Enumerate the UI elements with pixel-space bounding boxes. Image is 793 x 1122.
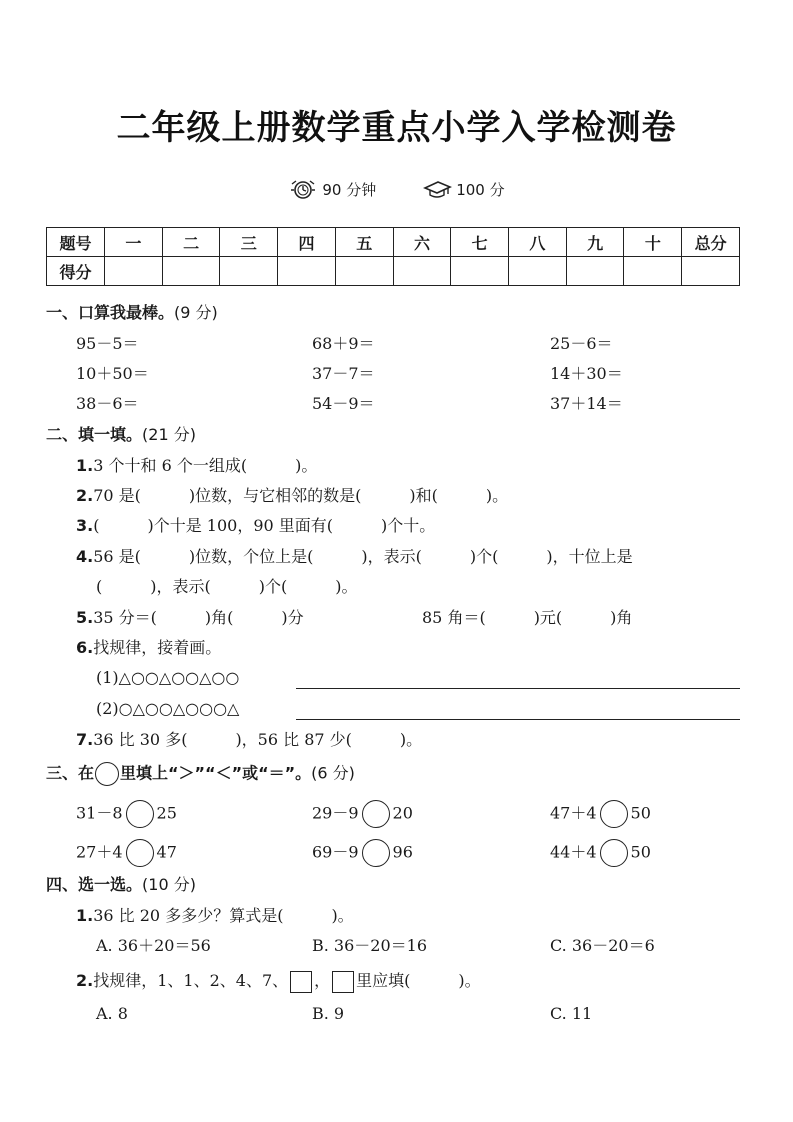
header-cell: 七 (451, 228, 509, 257)
compare-item (550, 800, 651, 828)
question-2-4-cont: ( )，表示( )个( )。 (96, 577, 358, 596)
question-2-7 (76, 729, 422, 751)
compare-circle[interactable] (362, 800, 390, 828)
compare-item (76, 800, 177, 828)
compare-right: 47 (156, 842, 177, 862)
question-number: 4. (76, 547, 94, 566)
score-cell[interactable] (624, 257, 682, 286)
compare-left: 69－9 (312, 842, 359, 862)
score-cell[interactable] (278, 257, 336, 286)
question-text: 里应填( )。 (356, 971, 481, 990)
section-title: 四、选一选。 (46, 875, 143, 894)
header-cell: 四 (278, 228, 336, 257)
question-number: 6. (76, 638, 94, 657)
score-table-header (47, 228, 740, 257)
time-info (288, 178, 376, 200)
question-text: 找规律，1、1、2、4、7、 (93, 971, 289, 990)
score-info (422, 178, 504, 200)
compare-left: 31－8 (76, 803, 123, 823)
compare-item (312, 800, 413, 828)
question-number: 1. (76, 456, 94, 475)
compare-left: 29－9 (312, 803, 359, 823)
section-title: 一、口算我最棒。 (46, 303, 175, 322)
section-title: 里填上“＞”“＜”或“＝”。 (120, 763, 312, 783)
row-label: 得分 (47, 257, 105, 286)
mental-math-item: 37＋14＝ (550, 394, 623, 413)
question-number: 1. (76, 906, 94, 925)
mental-math-item: 10＋50＝ (76, 364, 149, 383)
compare-item (76, 839, 177, 867)
score-table (46, 227, 740, 286)
score-cell[interactable] (509, 257, 567, 286)
mental-math-item: 37－7＝ (312, 364, 375, 383)
compare-circle[interactable] (126, 800, 154, 828)
section-points: (6 分) (311, 763, 355, 783)
question-text: ， (314, 971, 331, 990)
score-cell[interactable] (566, 257, 624, 286)
section-title: 三、在 (46, 763, 95, 783)
question-text: 找规律，接着画。 (93, 638, 222, 657)
compare-circle[interactable] (600, 800, 628, 828)
compare-right: 96 (392, 842, 413, 862)
answer-line[interactable] (296, 719, 740, 720)
header-cell: 题号 (47, 228, 105, 257)
pattern-2: (2)○△○○△○○○△ (96, 699, 240, 718)
question-4-2 (76, 970, 481, 993)
clock-icon (288, 178, 318, 200)
header-cell: 五 (335, 228, 393, 257)
section-points: (9 分) (174, 303, 218, 322)
question-text: 36 比 20 多多少？算式是( )。 (93, 906, 354, 925)
section-2-heading (46, 424, 196, 446)
question-text: 70 是( )位数，与它相邻的数是( )和( )。 (93, 486, 509, 505)
score-cell[interactable] (162, 257, 220, 286)
question-text: 3 个十和 6 个一组成( )。 (93, 456, 318, 475)
question-2-6 (76, 637, 221, 659)
answer-line[interactable] (296, 688, 740, 689)
mental-math-item: 68＋9＝ (312, 334, 375, 353)
compare-left: 47＋4 (550, 803, 597, 823)
question-text: ( )个十是 100，90 里面有( )个十。 (93, 516, 436, 535)
pattern-1: (1)△○○△○○△○○ (96, 668, 240, 687)
blank-box[interactable] (290, 971, 312, 993)
score-table-row (47, 257, 740, 286)
option-a[interactable]: A. 8 (96, 1004, 128, 1023)
option-a[interactable]: A. 36＋20＝56 (96, 936, 211, 955)
compare-item (550, 839, 651, 867)
question-number: 5. (76, 608, 94, 627)
header-cell: 三 (220, 228, 278, 257)
question-text: 36 比 30 多( )，56 比 87 少( )。 (93, 730, 423, 749)
compare-right: 20 (392, 803, 413, 823)
compare-left: 27＋4 (76, 842, 123, 862)
compare-circle[interactable] (362, 839, 390, 867)
page-title: 二年级上册数学重点小学入学检测卷 (116, 108, 677, 148)
mental-math-item: 54－9＝ (312, 394, 375, 413)
compare-item (312, 839, 413, 867)
compare-circle[interactable] (600, 839, 628, 867)
time-label: 90 分钟 (322, 180, 377, 199)
question-text: 35 分＝( )角( )分 (93, 608, 304, 627)
question-2-5-b: 85 角＝( )元( )角 (422, 608, 633, 627)
section-points: (21 分) (142, 425, 196, 444)
mental-math-item: 25－6＝ (550, 334, 613, 353)
mental-math-item: 14＋30＝ (550, 364, 623, 383)
question-number: 2. (76, 486, 94, 505)
option-b[interactable]: B. 36－20＝16 (312, 936, 428, 955)
mental-math-item: 95－5＝ (76, 334, 139, 353)
section-3-heading (46, 762, 355, 786)
blank-box-icon (332, 971, 354, 993)
compare-circle[interactable] (126, 839, 154, 867)
question-number: 3. (76, 516, 94, 535)
section-title: 二、填一填。 (46, 425, 143, 444)
section-4-heading (46, 874, 196, 896)
circle-blank-icon (95, 762, 119, 786)
exam-meta (0, 178, 793, 200)
question-number: 7. (76, 730, 94, 749)
question-2-4 (76, 546, 633, 568)
header-cell: 十 (624, 228, 682, 257)
header-cell: 一 (105, 228, 163, 257)
compare-right: 50 (630, 842, 651, 862)
section-1-heading (46, 302, 218, 324)
score-cell[interactable] (393, 257, 451, 286)
score-label: 100 分 (456, 180, 505, 199)
question-2-1 (76, 455, 317, 477)
score-cell[interactable] (220, 257, 278, 286)
question-4-1 (76, 905, 354, 927)
score-cell[interactable] (105, 257, 163, 286)
question-2-5 (76, 607, 304, 629)
compare-right: 25 (156, 803, 177, 823)
graduation-cap-icon (422, 178, 452, 200)
question-2-3 (76, 515, 435, 537)
question-text: 56 是( )位数，个位上是( )，表示( )个( )，十位上是 (93, 547, 633, 566)
compare-right: 50 (630, 803, 651, 823)
header-cell: 九 (566, 228, 624, 257)
header-cell: 总分 (682, 228, 740, 257)
header-cell: 六 (393, 228, 451, 257)
score-cell[interactable] (451, 257, 509, 286)
compare-left: 44＋4 (550, 842, 597, 862)
option-c[interactable]: C. 11 (550, 1004, 593, 1023)
question-number: 2. (76, 971, 94, 990)
header-cell: 二 (162, 228, 220, 257)
mental-math-item: 38－6＝ (76, 394, 139, 413)
score-cell[interactable] (335, 257, 393, 286)
section-points: (10 分) (142, 875, 196, 894)
option-b[interactable]: B. 9 (312, 1004, 345, 1023)
question-2-2 (76, 485, 508, 507)
score-cell[interactable] (682, 257, 740, 286)
option-c[interactable]: C. 36－20＝6 (550, 936, 655, 955)
header-cell: 八 (509, 228, 567, 257)
